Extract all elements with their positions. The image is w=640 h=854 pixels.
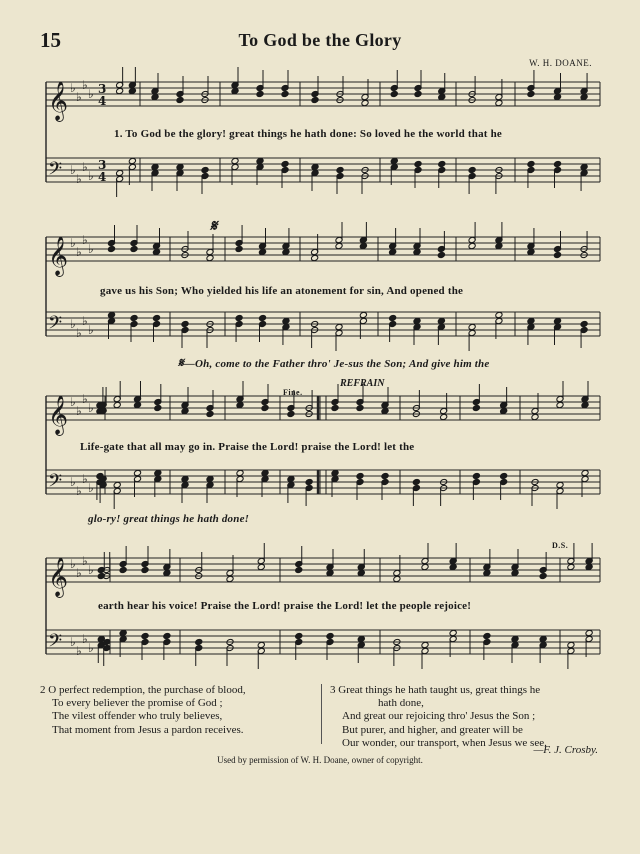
key-signature-flat: ♭ bbox=[70, 635, 76, 649]
verse-2-line-1: 2 O perfect redemption, the purchase of blood, bbox=[40, 684, 246, 696]
note-head bbox=[206, 411, 214, 418]
key-signature-flat: ♭ bbox=[88, 401, 94, 415]
note-head bbox=[495, 100, 503, 107]
lyrics-line-4: earth hear his voice! Praise the Lord! praise the Lord! let the people rejoice! bbox=[98, 600, 472, 612]
note-head bbox=[527, 91, 535, 98]
note-head bbox=[483, 570, 491, 577]
key-signature-flat: ♭ bbox=[88, 323, 94, 337]
note-head bbox=[437, 252, 445, 259]
key-signature-flat: ♭ bbox=[70, 395, 76, 409]
note-head bbox=[311, 255, 319, 262]
lyrics-line-3: Life-gate that all may go in. Praise the Lord! praise the Lord! let the bbox=[80, 441, 415, 453]
note-head bbox=[134, 402, 142, 409]
bass-clef: 𝄢 bbox=[48, 631, 63, 656]
note-head bbox=[257, 642, 265, 649]
note-head bbox=[336, 167, 344, 174]
verse-3-line-5: Our wonder, our transport, when Jesus we see. bbox=[342, 736, 547, 749]
key-signature-flat: ♭ bbox=[88, 169, 94, 183]
fine-mark: Fine. bbox=[283, 388, 303, 397]
note-head bbox=[567, 564, 575, 571]
note-head bbox=[393, 576, 401, 583]
note-head bbox=[421, 564, 429, 571]
note-head bbox=[356, 405, 364, 412]
note-head bbox=[581, 402, 589, 409]
note-head bbox=[413, 318, 421, 325]
note-head bbox=[511, 636, 519, 643]
note-head bbox=[585, 564, 593, 571]
note-head bbox=[128, 158, 136, 165]
note-head bbox=[206, 255, 214, 262]
note-head bbox=[335, 324, 343, 331]
note-head bbox=[412, 479, 420, 486]
note-head bbox=[163, 570, 171, 577]
note-head bbox=[580, 321, 588, 328]
note-head bbox=[357, 570, 365, 577]
note-head bbox=[153, 249, 161, 256]
note-head bbox=[585, 630, 593, 637]
verse-3-line-4: But purer, and higher, and greater will be bbox=[342, 723, 523, 736]
note-head bbox=[472, 405, 480, 412]
note-head bbox=[389, 315, 397, 322]
treble-clef: 𝄞 bbox=[48, 81, 69, 121]
note-head bbox=[567, 642, 575, 649]
note-head bbox=[539, 573, 547, 580]
note-head bbox=[438, 94, 446, 101]
segno-mark: 𝄋 bbox=[210, 218, 217, 235]
note-head bbox=[311, 97, 319, 104]
lyricist-credit: —F. J. Crosby. bbox=[533, 744, 598, 756]
note-head bbox=[119, 630, 127, 637]
key-signature-flat: ♭ bbox=[82, 472, 88, 486]
time-signature-top: 3 bbox=[98, 158, 107, 172]
note-head bbox=[226, 576, 234, 583]
segno-sign: 𝄋 bbox=[178, 355, 184, 370]
note-head bbox=[531, 414, 539, 421]
key-signature-flat: ♭ bbox=[88, 641, 94, 655]
note-head bbox=[134, 470, 142, 477]
note-head bbox=[287, 411, 295, 418]
note-head bbox=[449, 564, 457, 571]
note-head bbox=[495, 312, 503, 319]
note-head bbox=[151, 94, 159, 101]
note-head bbox=[500, 408, 508, 415]
note-head bbox=[141, 567, 149, 574]
key-signature-flat: ♭ bbox=[76, 326, 82, 340]
key-signature-flat: ♭ bbox=[70, 163, 76, 177]
note-head bbox=[421, 642, 429, 649]
note-head bbox=[256, 91, 264, 98]
note-head bbox=[113, 482, 121, 489]
note-head bbox=[556, 402, 564, 409]
note-head bbox=[282, 249, 290, 256]
note-head bbox=[554, 252, 562, 259]
copyright-notice: Used by permission of W. H. Doane, owner of copyright. bbox=[217, 755, 423, 765]
verse-3-line-3: And great our rejoicing thro' Jesus the Son ; bbox=[342, 710, 536, 723]
note-head bbox=[113, 402, 121, 409]
chorus-lyrics-line-2 bbox=[178, 355, 489, 371]
chorus-lyrics-text: —Oh, come to the Father thro' Je-sus the Son; And give him the bbox=[183, 358, 490, 370]
note-head bbox=[176, 164, 184, 171]
note-head bbox=[331, 405, 339, 412]
bass-clef: 𝄢 bbox=[48, 471, 63, 496]
note-head bbox=[527, 161, 535, 168]
note-head bbox=[311, 164, 319, 171]
key-signature-flat: ♭ bbox=[88, 481, 94, 495]
note-head bbox=[295, 567, 303, 574]
treble-clef: 𝄞 bbox=[48, 236, 69, 276]
note-head bbox=[201, 167, 209, 174]
note-head bbox=[580, 164, 588, 171]
note-head bbox=[235, 246, 243, 253]
note-head bbox=[440, 414, 448, 421]
note-head bbox=[438, 161, 446, 168]
key-signature-flat: ♭ bbox=[70, 557, 76, 571]
note-head bbox=[414, 91, 422, 98]
note-head bbox=[261, 405, 269, 412]
note-head bbox=[539, 636, 547, 643]
hymn-title: To God be the Glory bbox=[238, 30, 402, 50]
verse-3-line-2: hath done, bbox=[378, 697, 424, 710]
note-head bbox=[389, 249, 397, 256]
note-head bbox=[176, 97, 184, 104]
key-signature-flat: ♭ bbox=[76, 172, 82, 186]
note-head bbox=[116, 88, 124, 95]
note-head bbox=[206, 476, 214, 483]
note-head bbox=[181, 321, 189, 328]
refrain-mark: REFRAIN bbox=[340, 378, 385, 389]
time-signature-top: 3 bbox=[98, 82, 107, 96]
note-head bbox=[163, 633, 171, 640]
note-head bbox=[554, 318, 562, 325]
note-head bbox=[116, 170, 124, 177]
note-head bbox=[527, 249, 535, 256]
lyrics-line-2: gave us his Son; Who yielded his life an atonement for sin, And opened the bbox=[100, 285, 464, 297]
note-head bbox=[259, 315, 267, 322]
note-head bbox=[356, 473, 364, 480]
note-head bbox=[256, 158, 264, 165]
note-head bbox=[468, 324, 476, 331]
note-head bbox=[108, 246, 116, 253]
key-signature-flat: ♭ bbox=[76, 245, 82, 259]
key-signature-flat: ♭ bbox=[82, 314, 88, 328]
note-head bbox=[305, 479, 313, 486]
note-head bbox=[261, 470, 269, 477]
note-head bbox=[580, 94, 588, 101]
note-head bbox=[281, 161, 289, 168]
key-signature-flat: ♭ bbox=[70, 236, 76, 250]
note-head bbox=[500, 473, 508, 480]
note-head bbox=[130, 246, 138, 253]
note-head bbox=[468, 243, 476, 250]
note-head bbox=[326, 633, 334, 640]
note-head bbox=[381, 473, 389, 480]
bass-clef: 𝄢 bbox=[48, 159, 63, 184]
note-head bbox=[581, 470, 589, 477]
note-head bbox=[472, 473, 480, 480]
hymn-number: 15 bbox=[40, 28, 61, 52]
treble-clef: 𝄞 bbox=[48, 395, 69, 435]
note-head bbox=[331, 470, 339, 477]
composer-credit: W. H. DOANE. bbox=[529, 58, 592, 68]
note-head bbox=[295, 633, 303, 640]
verse-2 bbox=[40, 684, 246, 737]
chorus-lyrics-line-3: glo-ry! great things he hath done! bbox=[88, 513, 250, 525]
note-head bbox=[361, 100, 369, 107]
time-signature-bottom: 4 bbox=[98, 170, 107, 184]
note-head bbox=[235, 315, 243, 322]
note-head bbox=[231, 158, 239, 165]
note-head bbox=[359, 243, 367, 250]
note-head bbox=[556, 482, 564, 489]
note-head bbox=[119, 567, 127, 574]
key-signature-flat: ♭ bbox=[70, 475, 76, 489]
note-head bbox=[414, 161, 422, 168]
key-signature-flat: ♭ bbox=[82, 233, 88, 247]
note-head bbox=[437, 318, 445, 325]
key-signature-flat: ♭ bbox=[70, 317, 76, 331]
key-signature-flat: ♭ bbox=[76, 404, 82, 418]
key-signature-flat: ♭ bbox=[88, 87, 94, 101]
time-signature-bottom: 4 bbox=[98, 94, 107, 108]
note-head bbox=[154, 470, 162, 477]
verse-3 bbox=[330, 684, 547, 750]
note-head bbox=[257, 564, 265, 571]
note-head bbox=[195, 639, 203, 646]
key-signature-flat: ♭ bbox=[76, 484, 82, 498]
note-head bbox=[153, 315, 161, 322]
note-head bbox=[449, 630, 457, 637]
key-signature-flat: ♭ bbox=[82, 78, 88, 92]
ds-mark: D.S. bbox=[552, 541, 569, 550]
note-head bbox=[413, 249, 421, 256]
note-head bbox=[483, 633, 491, 640]
key-signature-flat: ♭ bbox=[88, 563, 94, 577]
note-head bbox=[151, 164, 159, 171]
note-head bbox=[326, 570, 334, 577]
note-head bbox=[554, 94, 562, 101]
note-head bbox=[231, 88, 239, 95]
note-head bbox=[154, 405, 162, 412]
note-head bbox=[390, 91, 398, 98]
key-signature-flat: ♭ bbox=[76, 90, 82, 104]
key-signature-flat: ♭ bbox=[82, 554, 88, 568]
note-head bbox=[181, 476, 189, 483]
note-head bbox=[390, 158, 398, 165]
treble-clef: 𝄞 bbox=[48, 557, 69, 597]
key-signature-flat: ♭ bbox=[76, 644, 82, 658]
bass-clef: 𝄢 bbox=[48, 313, 63, 338]
key-signature-flat: ♭ bbox=[70, 81, 76, 95]
note-head bbox=[282, 318, 290, 325]
note-head bbox=[381, 408, 389, 415]
verse-3-line-1: 3 Great things he hath taught us, great things he bbox=[330, 684, 541, 696]
key-signature-flat: ♭ bbox=[82, 632, 88, 646]
note-head bbox=[495, 243, 503, 250]
verse-2-line-3: The vilest offender who truly believes, bbox=[52, 710, 223, 723]
note-head bbox=[511, 570, 519, 577]
note-head bbox=[130, 315, 138, 322]
note-head bbox=[236, 402, 244, 409]
note-head bbox=[554, 161, 562, 168]
note-head bbox=[335, 243, 343, 250]
note-head bbox=[468, 167, 476, 174]
note-head bbox=[236, 470, 244, 477]
note-head bbox=[357, 636, 365, 643]
key-signature-flat: ♭ bbox=[88, 242, 94, 256]
note-head bbox=[181, 408, 189, 415]
key-signature-flat: ♭ bbox=[82, 160, 88, 174]
note-head bbox=[359, 312, 367, 319]
lyrics-line-1: 1. To God be the glory! great things he hath done: So loved he the world that he bbox=[114, 128, 502, 140]
note-head bbox=[527, 318, 535, 325]
note-head bbox=[287, 476, 295, 483]
verse-2-line-4: That moment from Jesus a pardon receives. bbox=[52, 723, 244, 736]
key-signature-flat: ♭ bbox=[76, 566, 82, 580]
note-head bbox=[108, 312, 116, 319]
note-head bbox=[128, 88, 136, 95]
verse-2-line-2: To every believer the promise of God ; bbox=[52, 697, 223, 710]
note-head bbox=[281, 91, 289, 98]
verse-divider bbox=[321, 684, 322, 744]
key-signature-flat: ♭ bbox=[82, 392, 88, 406]
note-head bbox=[141, 633, 149, 640]
note-head bbox=[259, 249, 267, 256]
